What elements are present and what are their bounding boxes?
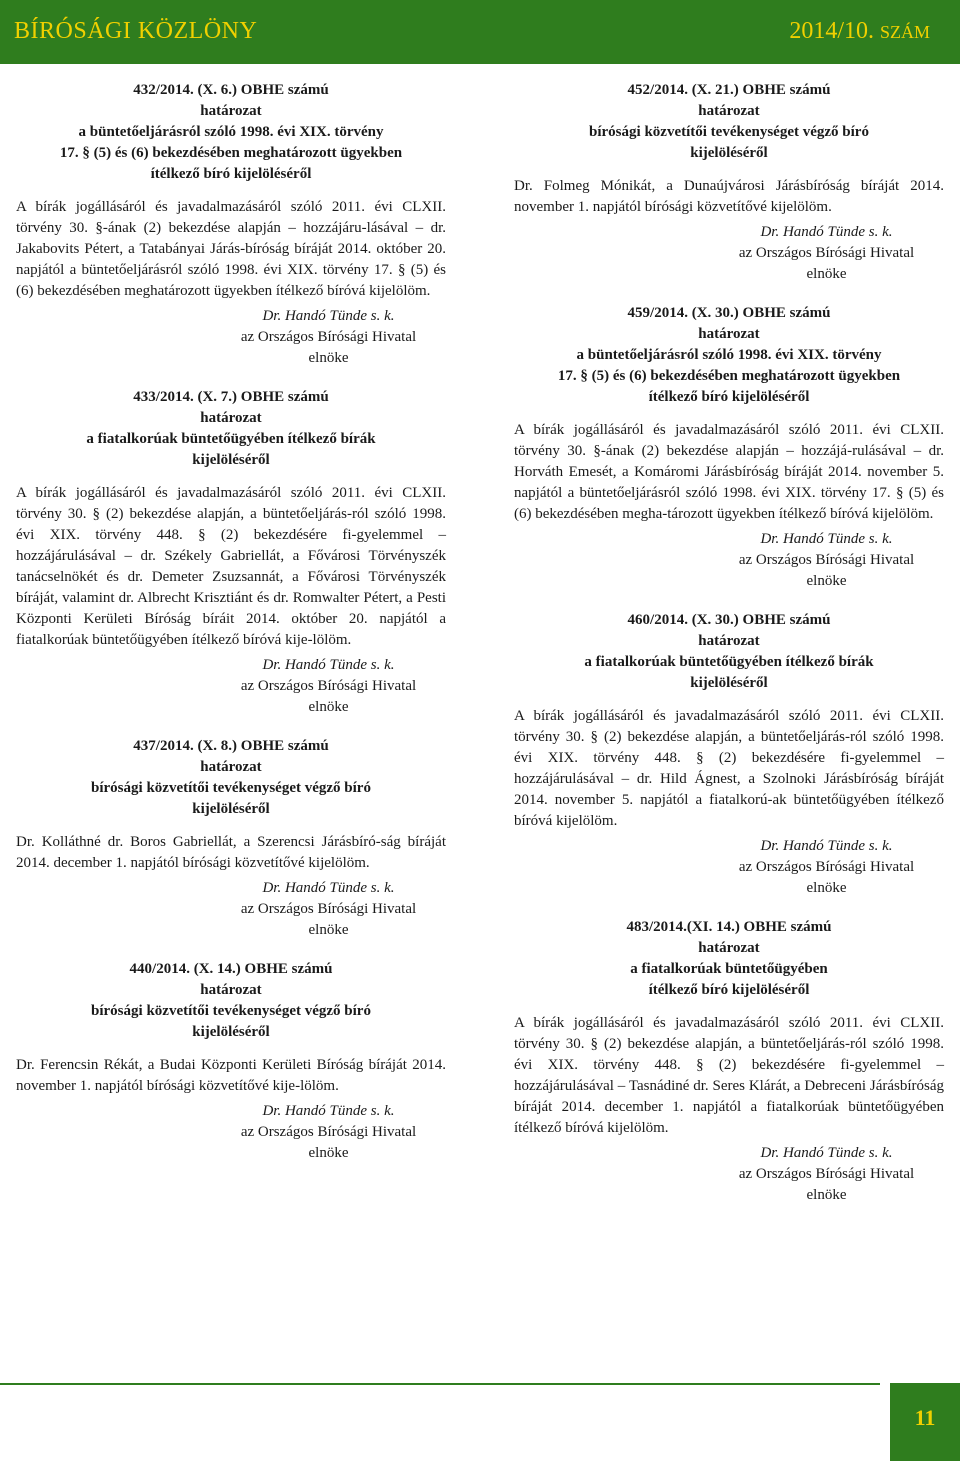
decision-433 [16,387,446,718]
signatory-title: elnöke [806,1187,847,1203]
decision-440 [16,959,446,1164]
signatory-title: elnöke [308,699,349,715]
decision-subject: 17. § (5) és (6) bekezdésében meghatározott ügyekben [557,368,901,384]
signatory-name: Dr. Handó Tünde s. k. [262,657,395,673]
signatory-name: Dr. Handó Tünde s. k. [262,880,395,896]
decision-body: A bírák jogállásáról és javadalmazásáról szóló 2011. évi CLXII. törvény 30. §-ának (2) bekezdése alapján – hozzájá-rulásával – dr. Horváth Emesét, a Komáromi Járásbíróság bíráját 2014. november 5. napjától a büntetőeljárásról szóló 1998. évi XIX. törvény 17. § (5) és (6) bekezdésében megha-tározott ügyekben ítélkező bíróvá kijelölöm. [514,422,944,522]
signatory-office: az Országos Bírósági Hivatal [738,1166,915,1182]
decision-subject: kijelöléséről [192,452,270,468]
signatory-title: elnöke [806,266,847,282]
decision-432 [16,80,446,369]
decision-type: határozat [698,940,760,956]
signatory-title: elnöke [308,922,349,938]
decision-type: határozat [698,633,760,649]
signatory-name: Dr. Handó Tünde s. k. [262,1103,395,1119]
decision-subject: bírósági közvetítői tevékenységet végző bíró [91,1003,371,1019]
decision-subject: a büntetőeljárásról szóló 1998. évi XIX. törvény [576,347,882,363]
decision-subject: a fiatalkorúak büntetőügyében ítélkező bírák [584,654,874,670]
decision-483 [514,917,944,1206]
signature-block [714,529,939,592]
decision-subject: 17. § (5) és (6) bekezdésében meghatározott ügyekben [59,145,403,161]
decision-heading [16,959,446,1043]
signatory-office: az Országos Bírósági Hivatal [240,901,417,917]
issue-number: 2014/10. [789,18,874,44]
right-column [514,80,944,1206]
decision-460 [514,610,944,899]
decision-subject: kijelöléséről [192,801,270,817]
decision-subject: a büntetőeljárásról szóló 1998. évi XIX. törvény [78,124,384,140]
decision-heading [514,917,944,1001]
signatory-name: Dr. Handó Tünde s. k. [262,308,395,324]
decision-heading [514,80,944,164]
page-header [0,0,960,64]
signatory-office: az Országos Bírósági Hivatal [240,329,417,345]
signatory-title: elnöke [308,1145,349,1161]
decision-heading [16,736,446,820]
journal-title: BÍRÓSÁGI KÖZLÖNY [14,18,258,44]
decision-number: 459/2014. (X. 30.) OBHE számú [627,305,831,321]
decision-subject: kijelöléséről [690,675,768,691]
decision-subject: ítélkező bíró kijelöléséről [648,389,810,405]
signatory-office: az Országos Bírósági Hivatal [738,245,915,261]
decision-subject: a fiatalkorúak büntetőügyében [630,961,828,977]
signature-block [714,1143,939,1206]
signatory-office: az Országos Bírósági Hivatal [240,1124,417,1140]
decision-subject: a fiatalkorúak büntetőügyében ítélkező bírák [86,431,376,447]
decision-body: Dr. Kolláthné dr. Boros Gabriellát, a Szerencsi Járásbíró-ság bíráját 2014. december 1. napjától bírósági közvetítővé kijelölöm. [16,834,446,871]
signatory-name: Dr. Handó Tünde s. k. [760,1145,893,1161]
signature-block [714,836,939,899]
decision-type: határozat [200,410,262,426]
decision-heading [16,387,446,471]
decision-number: 433/2014. (X. 7.) OBHE számú [133,389,329,405]
signatory-name: Dr. Handó Tünde s. k. [760,531,893,547]
decision-body: A bírák jogállásáról és javadalmazásáról szóló 2011. évi CLXII. törvény 30. § (2) bekezdése alapján, a büntetőeljárás-ról szóló 1998. évi XIX. törvény 448. § (2) bekezdésére fi-gyelemmel – hozzájárulásával – dr. Hild Ágnest, a Szolnoki Járásbíróság bíráját 2014. november 5. napjától a fiatalkorú-ak büntetőügyében ítélkező bíróvá kijelölöm. [514,708,944,829]
signature-block [216,1101,441,1164]
signatory-title: elnöke [806,573,847,589]
signatory-name: Dr. Handó Tünde s. k. [760,838,893,854]
signatory-title: elnöke [308,350,349,366]
decision-subject: ítélkező bíró kijelöléséről [648,982,810,998]
decision-type: határozat [200,759,262,775]
signatory-title: elnöke [806,880,847,896]
decision-subject: ítélkező bíró kijelöléséről [150,166,312,182]
signatory-office: az Országos Bírósági Hivatal [240,678,417,694]
decision-459 [514,303,944,592]
decision-type: határozat [698,103,760,119]
decision-number: 483/2014.(XI. 14.) OBHE számú [626,919,832,935]
decision-452 [514,80,944,285]
decision-body: Dr. Ferencsin Rékát, a Budai Központi Kerületi Bíróság bíráját 2014. november 1. napjától bírósági közvetítővé kije-lölöm. [16,1057,446,1094]
signature-block [714,222,939,285]
decision-number: 452/2014. (X. 21.) OBHE számú [627,82,831,98]
decision-subject: kijelöléséről [690,145,768,161]
signature-block [216,306,441,369]
left-column [16,80,446,1164]
signature-block [216,655,441,718]
signatory-name: Dr. Handó Tünde s. k. [760,224,893,240]
decision-body: A bírák jogállásáról és javadalmazásáról szóló 2011. évi CLXII. törvény 30. §-ának (2) bekezdése alapján – hozzájáru-lásával – dr. Jakabovits Pétert, a Tatabányai Járás-bíróság bíráját 2014. október 20. napjától a büntetőeljárásról szóló 1998. évi XIX. törvény 17. § (5) és (6) bekezdésében meghatározott ügyekben ítélkező bíróvá kijelölöm. [16,199,446,299]
decision-type: határozat [200,982,262,998]
issue-label [789,18,930,45]
decision-body: Dr. Folmeg Mónikát, a Dunaújvárosi Járásbíróság bíráját 2014. november 1. napjától bírósági közvetítővé kijelölöm. [514,178,944,215]
signatory-office: az Országos Bírósági Hivatal [738,859,915,875]
decision-subject: bírósági közvetítői tevékenységet végző bíró [589,124,869,140]
decision-body: A bírák jogállásáról és javadalmazásáról szóló 2011. évi CLXII. törvény 30. § (2) bekezdése alapján, a büntetőeljárás-ról szóló 1998. évi XIX. törvény 448. § (2) bekezdésére fi-gyelemmel – hozzájárulásával – Tasnádiné dr. Seres Klárát, a Debreceni Járásbíróság bíráját 2014. december 1. napjától a fiatalkorúak büntetőügyében ítélkező bíróvá kijelölöm. [514,1015,944,1136]
signatory-office: az Országos Bírósági Hivatal [738,552,915,568]
decision-heading [16,80,446,185]
decision-subject: kijelöléséről [192,1024,270,1040]
decision-number: 460/2014. (X. 30.) OBHE számú [627,612,831,628]
decision-number: 440/2014. (X. 14.) OBHE számú [129,961,333,977]
decision-type: határozat [698,326,760,342]
footer-rule [0,1383,880,1385]
page-number: 11 [914,1405,936,1430]
decision-heading [514,610,944,694]
decision-subject: bírósági közvetítői tevékenységet végző bíró [91,780,371,796]
page-number-box [890,1383,960,1461]
decision-number: 432/2014. (X. 6.) OBHE számú [133,82,329,98]
decision-437 [16,736,446,941]
page-footer [0,1383,960,1461]
signature-block [216,878,441,941]
decision-body: A bírák jogállásáról és javadalmazásáról szóló 2011. évi CLXII. törvény 30. § (2) bekezdése alapján, a büntetőeljárás-ról szóló 1998. évi XIX. törvény 448. § (2) bekezdésére fi-gyelemmel – hozzájárulásával – dr. Székely Gabriellát, a Fővárosi Törvényszék tanácselnökét és dr. Demeter Zsuzsannát, a Fővárosi Törvényszék bíráját, valamint dr. Albrecht Krisztiánt és dr. Romwalter Pétert, a Pesti Központi Kerületi Bíróság bíráit 2014. október 20. napjától a fiatalkorúak büntetőügyében ítélkező bíróvá kije-lölöm. [16,485,446,648]
decision-heading [514,303,944,408]
issue-word: SZÁM [879,22,930,42]
decision-number: 437/2014. (X. 8.) OBHE számú [133,738,329,754]
decision-type: határozat [200,103,262,119]
